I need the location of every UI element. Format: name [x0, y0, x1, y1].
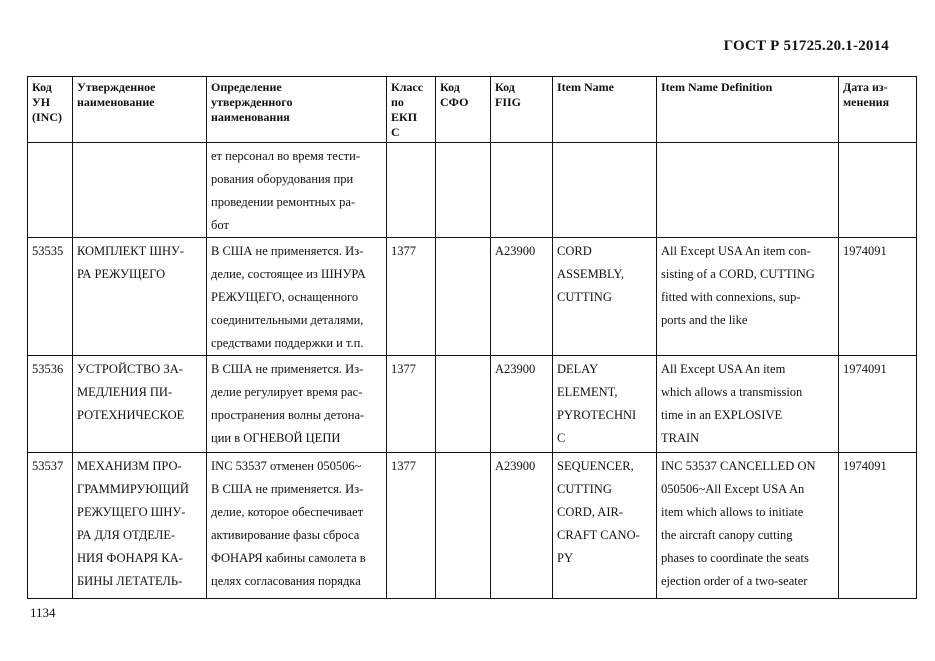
fiig-code-cell [491, 356, 553, 453]
definition-cell [207, 143, 387, 238]
table-row [28, 238, 917, 356]
change-date-cell-line: 1974091 [843, 362, 887, 376]
item-name-cell-line: CUTTING [557, 290, 612, 304]
column-header [73, 77, 207, 143]
catalog-table [27, 76, 917, 599]
fiig-code-cell-line: A23900 [495, 459, 536, 473]
approved-name-cell [73, 238, 207, 356]
ekps-class-cell-line: 1377 [391, 459, 416, 473]
definition-cell-line: активирование фазы сброса [211, 528, 360, 542]
column-header-line: менения [843, 95, 890, 109]
item-definition-cell-line: ports and the like [661, 313, 748, 327]
approved-name-cell-line: КОМПЛЕКТ ШНУ- [77, 244, 185, 258]
definition-cell-line: целях согласования порядка [211, 574, 361, 588]
item-name-cell-line: CORD, AIR- [557, 505, 623, 519]
column-header [436, 77, 491, 143]
column-header [839, 77, 917, 143]
column-header-line: С [391, 125, 400, 139]
fiig-code-cell-line: A23900 [495, 244, 536, 258]
column-header [491, 77, 553, 143]
item-definition-cell [657, 356, 839, 453]
fiig-code-cell [491, 238, 553, 356]
sfo-code-cell [436, 143, 491, 238]
item-definition-cell-line: item which allows to initiate [661, 505, 804, 519]
table-row [28, 356, 917, 453]
item-definition-cell-line: the aircraft canopy cutting [661, 528, 793, 542]
approved-name-cell [73, 143, 207, 238]
column-header-line: УН [32, 95, 51, 109]
approved-name-cell-line: БИНЫ ЛЕТАТЕЛЬ- [77, 574, 183, 588]
definition-cell-line: INC 53537 отменен 050506~ [211, 459, 362, 473]
item-definition-cell-line: 050506~All Except USA An [661, 482, 805, 496]
fiig-code-cell [491, 143, 553, 238]
definition-cell-line: делие, состоящее из ШНУРА [211, 267, 366, 281]
column-header-line: по [391, 95, 404, 109]
approved-name-cell-line: ГРАММИРУЮЩИЙ [77, 482, 189, 496]
definition-cell-line: проведении ремонтных ра- [211, 195, 356, 209]
ekps-class-cell [387, 453, 436, 599]
column-header [553, 77, 657, 143]
item-name-cell-line: DELAY [557, 362, 599, 376]
item-definition-cell-line: ejection order of a two-seater [661, 574, 808, 588]
change-date-cell [839, 453, 917, 599]
inc-code-cell-line: 53536 [32, 362, 64, 376]
definition-cell-line: ФОНАРЯ кабины самолета в [211, 551, 366, 565]
definition-cell-line: соединительными деталями, [211, 313, 364, 327]
item-definition-cell-line: fitted with connexions, sup- [661, 290, 801, 304]
item-name-cell-line: C [557, 431, 566, 445]
definition-cell-line: пространения волны детона- [211, 408, 365, 422]
definition-cell-line: делие, которое обеспечивает [211, 505, 364, 519]
ekps-class-cell [387, 356, 436, 453]
ekps-class-cell [387, 238, 436, 356]
definition-cell-line: В США не применяется. Из- [211, 482, 364, 496]
item-name-cell-line: ELEMENT, [557, 385, 618, 399]
column-header [28, 77, 73, 143]
item-name-cell-line: ASSEMBLY, [557, 267, 624, 281]
item-name-cell-line: CORD [557, 244, 592, 258]
definition-cell-line: делие регулирует время рас- [211, 385, 363, 399]
definition-cell-line: рования оборудования при [211, 172, 354, 186]
column-header-line: наименования [211, 110, 290, 124]
approved-name-cell-line: НИЯ ФОНАРЯ КА- [77, 551, 183, 565]
ekps-class-cell-line: 1377 [391, 244, 416, 258]
change-date-cell-line: 1974091 [843, 244, 887, 258]
definition-cell-line: ции в ОГНЕВОЙ ЦЕПИ [211, 431, 341, 445]
approved-name-cell-line: РА ДЛЯ ОТДЕЛЕ- [77, 528, 176, 542]
item-name-cell-line: PYROTECHNI [557, 408, 637, 422]
item-name-cell [553, 453, 657, 599]
definition-cell-line: В США не применяется. Из- [211, 362, 364, 376]
column-header-line: Item Name Definition [661, 80, 773, 94]
column-header-line: ЕКП [391, 110, 418, 124]
change-date-cell-line: 1974091 [843, 459, 887, 473]
table-row [28, 143, 917, 238]
approved-name-cell-line: РА РЕЖУЩЕГО [77, 267, 166, 281]
item-definition-cell [657, 238, 839, 356]
column-header [657, 77, 839, 143]
change-date-cell [839, 356, 917, 453]
ekps-class-cell [387, 143, 436, 238]
inc-code-cell [28, 238, 73, 356]
column-header-line: наименование [77, 95, 155, 109]
fiig-code-cell-line: A23900 [495, 362, 536, 376]
approved-name-cell-line: РОТЕХНИЧЕСКОЕ [77, 408, 185, 422]
column-header-line: СФО [440, 95, 469, 109]
change-date-cell [839, 238, 917, 356]
approved-name-cell-line: УСТРОЙСТВО ЗА- [77, 362, 183, 376]
approved-name-cell-line: РЕЖУЩЕГО ШНУ- [77, 505, 186, 519]
approved-name-cell [73, 453, 207, 599]
inc-code-cell [28, 453, 73, 599]
item-name-cell [553, 356, 657, 453]
item-definition-cell [657, 143, 839, 238]
column-header-line: FIIG [495, 95, 522, 109]
definition-cell-line: средствами поддержки и т.п. [211, 336, 364, 350]
definition-cell-line: ет персонал во время тести- [211, 149, 360, 163]
item-name-cell [553, 238, 657, 356]
definition-cell [207, 356, 387, 453]
column-header-line: (INC) [32, 110, 62, 124]
definition-cell-line: бот [211, 218, 229, 232]
item-definition-cell-line: time in an EXPLOSIVE [661, 408, 783, 422]
inc-code-cell [28, 356, 73, 453]
item-name-cell-line: CRAFT CANO- [557, 528, 640, 542]
column-header-line: Класс [391, 80, 424, 94]
item-definition-cell [657, 453, 839, 599]
definition-cell-line: В США не применяется. Из- [211, 244, 364, 258]
column-header-line: Утвержденное [77, 80, 156, 94]
column-header-line: Дата из- [843, 80, 888, 94]
sfo-code-cell [436, 238, 491, 356]
item-definition-cell-line: phases to coordinate the seats [661, 551, 809, 565]
item-name-cell [553, 143, 657, 238]
item-definition-cell-line: All Except USA An item [661, 362, 786, 376]
column-header-line: утвержденного [211, 95, 293, 109]
definition-cell [207, 238, 387, 356]
table-row [28, 453, 917, 599]
page-number: 1134 [30, 605, 56, 620]
sfo-code-cell [436, 453, 491, 599]
table-body [28, 143, 917, 599]
item-definition-cell-line: TRAIN [661, 431, 700, 445]
item-definition-cell-line: INC 53537 CANCELLED ON [661, 459, 816, 473]
item-name-cell-line: SEQUENCER, [557, 459, 634, 473]
column-header [387, 77, 436, 143]
item-name-cell-line: CUTTING [557, 482, 612, 496]
item-definition-cell-line: sisting of a CORD, CUTTING [661, 267, 815, 281]
item-definition-cell-line: which allows a transmission [661, 385, 803, 399]
column-header-line: Код [32, 80, 52, 94]
standard-title: ГОСТ Р 51725.20.1-2014 [723, 38, 889, 54]
column-header-line: Item Name [557, 80, 614, 94]
approved-name-cell-line: МЕДЛЕНИЯ ПИ- [77, 385, 173, 399]
approved-name-cell [73, 356, 207, 453]
column-header-line: Код [440, 80, 460, 94]
inc-code-cell-line: 53537 [32, 459, 64, 473]
inc-code-cell-line: 53535 [32, 244, 64, 258]
ekps-class-cell-line: 1377 [391, 362, 416, 376]
column-header-line: Определение [211, 80, 282, 94]
item-definition-cell-line: All Except USA An item con- [661, 244, 811, 258]
sfo-code-cell [436, 356, 491, 453]
column-header [207, 77, 387, 143]
inc-code-cell [28, 143, 73, 238]
column-header-line: Код [495, 80, 515, 94]
definition-cell [207, 453, 387, 599]
change-date-cell [839, 143, 917, 238]
item-name-cell-line: PY [557, 551, 573, 565]
approved-name-cell-line: МЕХАНИЗМ ПРО- [77, 459, 182, 473]
header-row [28, 77, 917, 143]
definition-cell-line: РЕЖУЩЕГО, оснащенного [211, 290, 359, 304]
fiig-code-cell [491, 453, 553, 599]
